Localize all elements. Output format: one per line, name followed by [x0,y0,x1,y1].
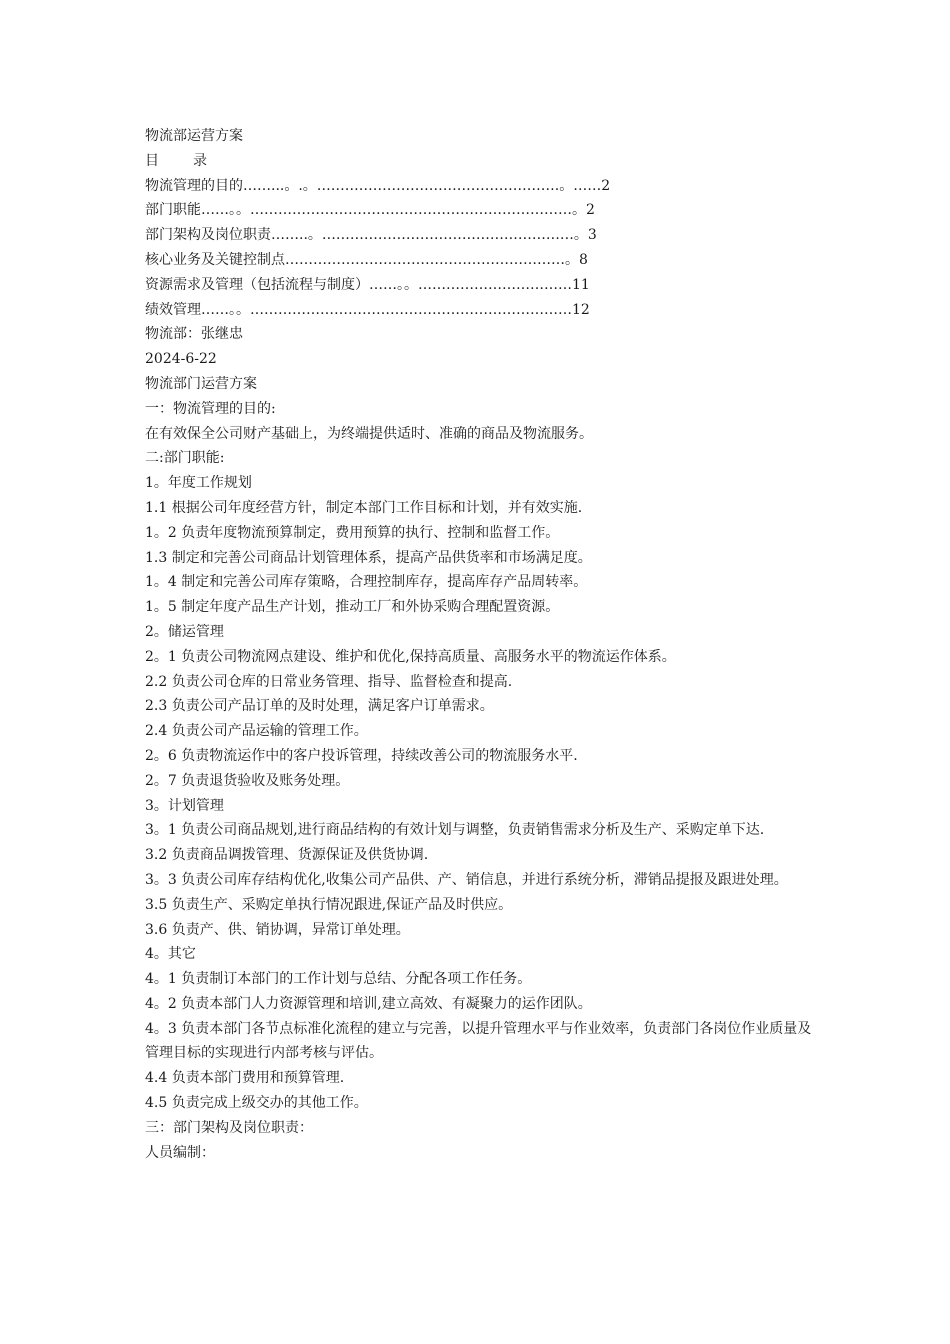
toc-heading-char-2: 录 [193,152,207,169]
list-item: 3。1 负责公司商品规划,进行商品结构的有效计划与调整，负责销售需求分析及生产、采购定单下达. [145,822,765,839]
list-item: 1.1 根据公司年度经营方针，制定本部门工作目标和计划，并有效实施. [145,499,583,516]
paragraph: 在有效保全公司财产基础上，为终端提供适时、准确的商品及物流服务。 [145,425,593,442]
toc-entry[interactable]: 核心业务及关键控制点……………………………………………………。8 [145,251,588,268]
date-line: 2024-6-22 [145,351,217,368]
list-item: 2.3 负责公司产品订单的及时处理，满足客户订单需求。 [145,698,494,715]
list-item: 1。5 制定年度产品生产计划，推动工厂和外协采购合理配置资源。 [145,599,560,616]
list-item: 4。1 负责制订本部门的工作计划与总结、分配各项工作任务。 [145,971,532,988]
toc-entry[interactable]: 绩效管理……。。……………………………………………………………12 [145,301,590,318]
list-item: 4.4 负责本部门费用和预算管理. [145,1070,345,1087]
cover-title: 物流部运营方案 [145,128,243,144]
list-item: 1.3 制定和完善公司商品计划管理体系，提高产品供货率和市场满足度。 [145,549,592,566]
toc-entry[interactable]: 物流管理的目的……...。.。…………………………………………….。……2 [145,177,611,194]
list-item: 2.2 负责公司仓库的日常业务管理、指导、监督检查和提高. [145,673,513,690]
subsection-heading: 4。其它 [145,946,196,963]
list-item: 4。3 负责本部门各节点标准化流程的建立与完善，以提升管理水平与作业效率，负责部门各岗位作业质量及管理目标的实现进行内部考核与评估。 [145,1020,812,1062]
body-title: 物流部门运营方案 [145,375,257,392]
list-item: 3。3 负责公司库存结构优化,收集公司产品供、产、销信息，并进行系统分析，滞销品提报及跟进处理。 [145,871,788,888]
list-item: 2.4 负责公司产品运输的管理工作。 [145,723,368,740]
toc-entry[interactable]: 部门架构及岗位职责……..。………………………………………………。3 [145,227,597,244]
document-page [145,124,815,1165]
list-item: 1。4 制定和完善公司库存策略，合理控制库存，提高库存产品周转率。 [145,574,588,591]
list-item: 2。7 负责退货验收及账务处理。 [145,772,350,789]
toc-entry[interactable]: 部门职能……。。……………………………………………………………。2 [145,202,595,219]
list-item: 4.5 负责完成上级交办的其他工作。 [145,1095,368,1112]
section-heading: 一：物流管理的目的: [145,400,276,417]
section-heading: 二:部门职能: [145,450,225,467]
list-item: 1。2 负责年度物流预算制定，费用预算的执行、控制和监督工作。 [145,524,560,541]
list-item: 2。6 负责物流运作中的客户投诉管理，持续改善公司的物流服务水平. [145,747,578,764]
toc-entry[interactable]: 资源需求及管理（包括流程与制度）……。。……………………………11 [145,276,590,293]
toc-heading-char-1: 目 [145,152,159,169]
subsection-heading: 1。年度工作规划 [145,475,252,492]
list-item: 4。2 负责本部门人力资源管理和培训,建立高效、有凝聚力的运作团队。 [145,995,592,1012]
list-item: 3.6 负责产、供、销协调，异常订单处理。 [145,921,410,938]
subsection-heading: 2。储运管理 [145,623,224,640]
author-line: 物流部：张继忠 [145,326,243,343]
paragraph: 人员编制： [145,1144,215,1161]
list-item: 3.2 负责商品调拨管理、货源保证及供货协调. [145,847,429,864]
list-item: 2。1 负责公司物流网点建设、维护和优化,保持高质量、高服务水平的物流运作体系。 [145,648,676,665]
list-item: 3.5 负责生产、采购定单执行情况跟进,保证产品及时供应。 [145,896,513,913]
subsection-heading: 3。计划管理 [145,797,224,814]
toc-heading [145,149,815,174]
section-heading: 三：部门架构及岗位职责： [145,1119,313,1136]
